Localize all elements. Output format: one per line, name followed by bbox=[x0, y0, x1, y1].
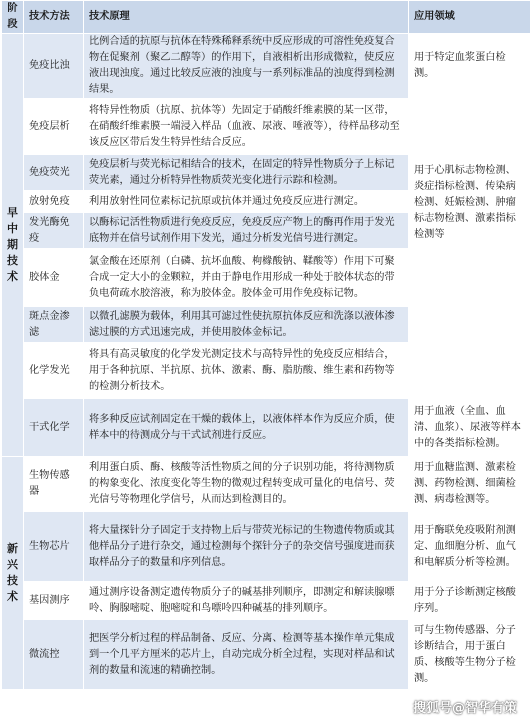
field-cell bbox=[409, 343, 531, 399]
table-row bbox=[2, 399, 531, 457]
principle-cell: 比例合适的抗原与抗体在特殊稀释系统中反应形成的可溶性免疫复合物在促聚剂（聚乙二醇等）的作用下，自液相析出形成微粒，使反应液出现浊度。通过比较反应液的浊度与一系列标准品的浊度得到检测结果。 bbox=[84, 34, 409, 99]
header-stage: 阶段 bbox=[2, 1, 24, 34]
principle-cell: 将具有高灵敏度的化学发光测定技术与高特异性的免疫反应相结合，用于各种抗原、半抗原、抗体、激素、酶、脂肪酸、维生素和药物等的检测分析技术。 bbox=[84, 343, 409, 399]
method-cell: 生物芯片 bbox=[24, 512, 84, 582]
watermark: 搜狐号@智华有策 bbox=[412, 701, 517, 716]
table-row bbox=[2, 512, 531, 582]
method-cell: 斑点金渗滤 bbox=[24, 307, 84, 343]
principle-cell: 利用蛋白质、酶、核酸等活性物质之间的分子识别功能，将待测物质的构象变化、浓度变化等生物的微观过程转变成可量化的电信号、荧光信号等物理化学信号，从而达到检测目的。 bbox=[84, 457, 409, 512]
method-cell: 基因测序 bbox=[24, 582, 84, 620]
table-row bbox=[2, 307, 531, 343]
header-principle: 技术原理 bbox=[84, 1, 409, 34]
table-row bbox=[2, 99, 531, 155]
method-cell: 生物传感器 bbox=[24, 457, 84, 512]
method-cell: 放射免疫 bbox=[24, 191, 84, 213]
field-cell: 可与生物传感器、分子诊断结合，用于蛋白质、核酸等生物分子检测。 bbox=[409, 620, 531, 690]
header-row bbox=[2, 1, 531, 34]
field-cell: 用于血液（全血、血清、血浆）、尿液等样本中的各类指标检测。 bbox=[409, 399, 531, 457]
principle-cell: 把医学分析过程的样品制备、反应、分离、检测等基本操作单元集成到一个几平方厘米的芯片上，自动完成分析全过程，实现对样品和试剂的数量和流速的精确控制。 bbox=[84, 620, 409, 690]
table-row bbox=[2, 34, 531, 99]
principle-cell: 利用放射性同位素标记抗原或抗体并通过免疫反应进行测定。 bbox=[84, 191, 409, 213]
field-cell: 用于心肌标志物检测、炎症指标检测、传染病检测、妊娠检测、肿瘤标志物检测、激素指标检测等 bbox=[409, 99, 531, 307]
principle-cell: 通过测序设备测定遗传物质分子的碱基排列顺序，即测定和解读腺嘌呤、胸腺嘧啶、胞嘧啶和鸟嘌呤四种碱基的排列顺序。 bbox=[84, 582, 409, 620]
table-row bbox=[2, 620, 531, 690]
header-method: 技术方法 bbox=[24, 1, 84, 34]
field-cell: 用于特定血浆蛋白检测。 bbox=[409, 34, 531, 99]
principle-cell: 以微孔滤膜为载体，利用其可滤过性使抗原抗体反应和洗涤以液体渗滤过膜的方式迅速完成，并使用胶体金标记。 bbox=[84, 307, 409, 343]
method-cell: 胶体金 bbox=[24, 249, 84, 307]
principle-cell: 以酶标记活性物质进行免疫反应，免疫反应产物上的酶再作用于发光底物并在信号试剂作用下发光，通过分析发光信号进行测定。 bbox=[84, 213, 409, 249]
table-row bbox=[2, 457, 531, 512]
stage-early: 早中期技术 bbox=[2, 34, 24, 457]
method-cell: 免疫层析 bbox=[24, 99, 84, 155]
method-cell: 化学发光 bbox=[24, 343, 84, 399]
header-field: 应用领域 bbox=[409, 1, 531, 34]
principle-cell: 将大量探针分子固定于支持物上后与带荧光标记的生物遗传物质或其他样品分子进行杂交，通过检测每个探针分子的杂交信号强度进而获取样品分子的数量和序列信息。 bbox=[84, 512, 409, 582]
principle-cell: 将多种反应试剂固定在干燥的载体上，以液体样本作为反应介质，使样本中的待测成分与干式试剂进行反应。 bbox=[84, 399, 409, 457]
field-cell: 用于酶联免疫吸附剂测定、血细胞分析、血气和电解质分析等检测。 bbox=[409, 512, 531, 582]
method-cell: 免疫荧光 bbox=[24, 155, 84, 191]
method-cell: 微流控 bbox=[24, 620, 84, 690]
method-cell: 发光酶免疫 bbox=[24, 213, 84, 249]
field-cell: 用于血糖监测、激素检测、药物检测、细菌检测、病毒检测等。 bbox=[409, 457, 531, 512]
method-cell: 干式化学 bbox=[24, 399, 84, 457]
detection-technology-table bbox=[1, 0, 531, 690]
table-row bbox=[2, 343, 531, 399]
principle-cell: 免疫层析与荧光标记相结合的技术，在固定的特异性物质分子上标记荧光素，通过分析特异性物质荧光变化进行示踪和检测。 bbox=[84, 155, 409, 191]
stage-emerging: 新兴技术 bbox=[2, 457, 24, 690]
table-row bbox=[2, 582, 531, 620]
method-cell: 免疫比浊 bbox=[24, 34, 84, 99]
principle-cell: 氯金酸在还原剂（白磷、抗坏血酸、枸橼酸钠、鞣酸等）作用下可聚合成一定大小的金颗粒，并由于静电作用形成一种处于胶体状态的带负电荷疏水胶溶液，称为胶体金。胶体金可用作免疫标记物。 bbox=[84, 249, 409, 307]
field-cell: 用于分子诊断测定核酸序列。 bbox=[409, 582, 531, 620]
principle-cell: 将特异性物质（抗原、抗体等）先固定于硝酸纤维素膜的某一区带，在硝酸纤维素膜一端浸入样品（血液、尿液、唾液等），待样品移动至该反应区带后发生特异性结合反应。 bbox=[84, 99, 409, 155]
field-cell bbox=[409, 307, 531, 343]
